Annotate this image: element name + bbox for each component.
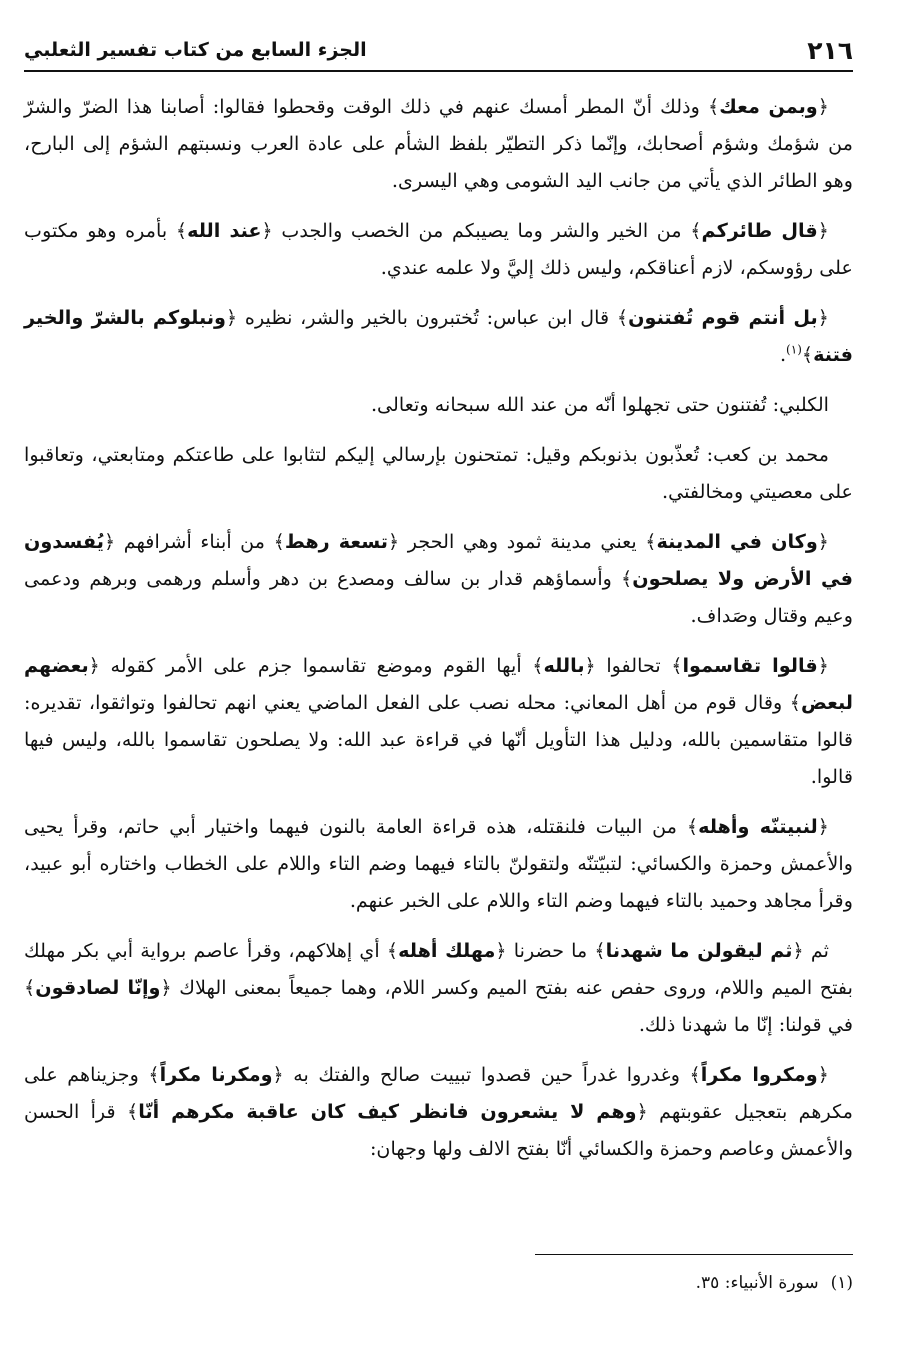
commentary-text: قال ابن عباس: تُختبرون بالخير والشر، نظيره [237,306,617,329]
footnote-text: سورة الأنبياء: ٣٥. [695,1273,819,1293]
quran-quote: ﴿ بل أنتم قوم تُفتنون ﴾ [617,306,829,329]
footnote-reference[interactable]: (١) [786,342,802,357]
quran-quote: ﴿ وبمن معك ﴾ [708,95,829,118]
paragraph-5 [24,436,853,510]
quran-quote: ﴿ ومكروا مكراً ﴾ [689,1063,829,1086]
quran-quote: ﴿ لنبيتنّه وأهله ﴾ [687,815,829,838]
quran-quote: ﴿ بعضهم لبعض ﴾ [24,654,853,714]
commentary-text: الكلبي: تُفتنون حتى تجهلوا أنّه من عند الله سبحانه وتعالى. [370,393,829,416]
quran-quote: ﴿ وإنّا لصادقون ﴾ [24,976,172,999]
commentary-text: بأمره وهو مكتوب على رؤوسكم، لازم أعناقكم، وليس ذلك إليَّ ولا علمه عندي. [24,219,853,279]
quran-quote: ﴿ بالله ﴾ [532,654,596,677]
paragraph-3 [24,299,853,373]
paragraph-2 [24,212,853,286]
body-text [24,88,853,1180]
footnote-divider [535,1254,853,1255]
commentary-text: أيها القوم وموضع تقاسموا جزم على الأمر كقوله [99,654,533,677]
commentary-text: أي إهلاكهم، وقرأ عاصم برواية أبي بكر مهلك بفتح الميم واللام، وروى حفص عنه بفتح الميم وكسر اللام، وهما جميعاً بمعنى الهلاك [24,939,853,999]
commentary-text: وقال قوم من أهل المعاني: محله نصب على الفعل الماضي يعني انهم تحالفوا وتواثقوا، تقديره: قالوا متقاسمين بالله، ودليل هذا التأويل أنّها في قراءة عبد الله: ولا يصلحون تقاسموا بالله، وليس فيها قالوا. [24,691,853,788]
quran-quote: ﴿ عند الله ﴾ [176,219,273,242]
commentary-text: وجزيناهم على مكرهم بتعجيل عقوبتهم [24,1063,854,1123]
commentary-text: ثم [803,939,829,962]
paragraph-1 [24,88,853,199]
commentary-text: في قولنا: إنّا ما شهدنا ذلك. [638,1013,853,1036]
footnote [696,1268,853,1298]
commentary-text: يعني مدينة ثمود وهي الحجر [399,530,646,553]
commentary-text: وذلك أنّ المطر أمسك عنهم في ذلك الوقت وقحطوا فقالوا: أصابنا هذا الضرّ والشرّ من شؤمك وشؤم أصحابك، وإنّما ذكر التطيّر بلفظ الشأم على عادة العرب ونسبتهم الشؤم إلى البارح، وهو الطائر الذي يأتي من جانب اليد الشومى وهي اليسرى. [24,95,853,192]
paragraph-8 [24,808,853,919]
paragraph-4 [24,386,853,423]
commentary-text: قرأ الحسن والأعمش وعاصم وحمزة والكسائي أنّا بفتح الالف ولها وجهان: [24,1100,853,1160]
quran-quote: ﴿ تسعة رهط ﴾ [274,530,400,553]
commentary-text: ما حضرنا [506,939,595,962]
paragraph-9 [24,932,853,1043]
page-header [24,30,853,72]
commentary-text: . [779,343,787,366]
quran-quote: ﴿ ونبلوكم بالشرّ والخير فتنة ﴾ [24,306,853,366]
page-number: ٢١٦ [807,35,853,65]
commentary-text: من أبناء أشرافهم [115,530,274,553]
commentary-text: من الخير والشر وما يصيبكم من الخصب والجدب [272,219,691,242]
quran-quote: ﴿ يُفسدون في الأرض ولا يصلحون ﴾ [24,530,853,590]
commentary-text: تحالفوا [595,654,672,677]
paragraph-10 [24,1056,853,1167]
quran-quote: ﴿ ثم ليقولن ما شهدنا ﴾ [594,939,803,962]
quran-quote: ﴿ ومكرنا مكراً ﴾ [148,1063,283,1086]
commentary-text: وغدروا غدراً حين قصدوا تبييت صالح والفتك به [283,1063,690,1086]
quran-quote: ﴿ وكان في المدينة ﴾ [645,530,829,553]
quran-quote: ﴿ وهم لا يشعرون فانظر كيف كان عاقبة مكرهم أنّا ﴾ [127,1100,648,1123]
commentary-text: من البيات فلنقتله، هذه قراءة العامة بالنون فيهما واختيار أبي حاتم، وقرأ يحيى والأعمش وحمزة والكسائي: لتبيّتنّه ولتقولنّ بالتاء فيهما وضم التاء واللام على الخطاب واختاره أبو عبيد، وقرأ مجاهد وحميد بالتاء فيهما وضم التاء واللام على الخبر عنهم. [24,815,853,912]
running-title: الجزء السابع من كتاب تفسير الثعلبي [24,39,367,61]
paragraph-7 [24,647,853,795]
footnote-number: (١) [830,1273,853,1293]
commentary-text: وأسماؤهم قدار بن سالف ومصدع بن دهر وأسلم ورهمى وبرهم ودعمى وعيم وقتال وصَداف. [24,567,853,627]
quran-quote: ﴿ قال طائركم ﴾ [690,219,829,242]
commentary-text: محمد بن كعب: تُعذّبون بذنوبكم وقيل: تمتحنون بإرسالي إليكم لتثابوا على طاعتكم ومتابعتي، وتعاقبوا على معصيتي ومخالفتي. [24,443,853,503]
quran-quote: ﴿ مهلك أهله ﴾ [387,939,507,962]
quran-quote: ﴿ قالوا تقاسموا ﴾ [671,654,829,677]
paragraph-6 [24,523,853,634]
